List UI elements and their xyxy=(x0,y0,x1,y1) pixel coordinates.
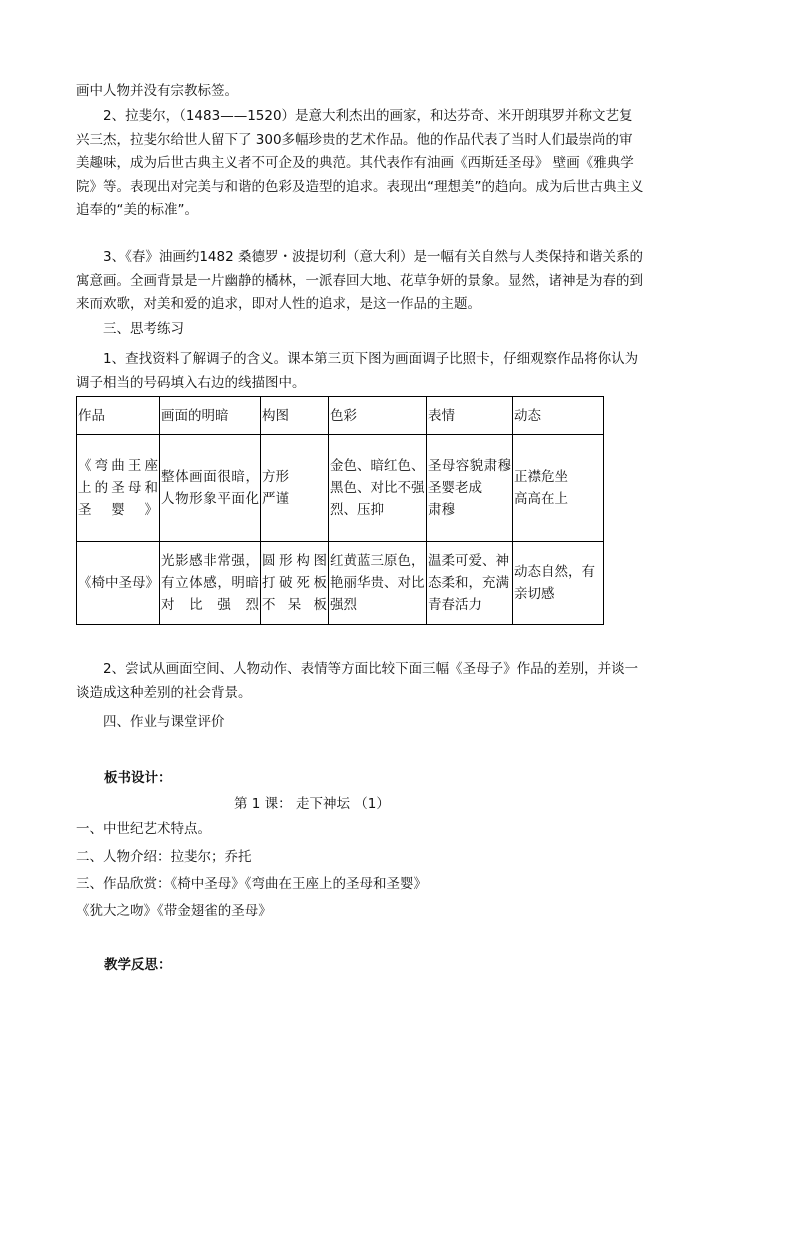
table-header-cell: 作品 xyxy=(77,397,160,435)
table-cell-light: 光影感非常强，有立体感，明暗对比强烈 xyxy=(160,542,261,625)
paragraph-raphael: 2、拉斐尔，（1483——1520）是意大利杰出的画家，和达芬奇、米开朗琪罗并称文艺复兴三杰，拉斐尔给世人留下了 300多幅珍贵的艺术作品。他的作品代表了当时人们最崇尚的审美趣味，成为后世古典主义者不可企及的典范。其代表作有油画《西斯廷圣母》 壁画《雅典学院》等。表现出对完美与和谐的色彩及造型的追求。表现出“理想美”的趋向。成为后世古典主义追奉的“美的标准”。 xyxy=(76,108,644,218)
lesson-title: 第 1 课： 走下神坛 （1） xyxy=(234,796,390,812)
cell-line: 严谨 xyxy=(262,491,289,507)
table-cell-composition xyxy=(261,435,329,542)
table-cell-work: 《椅中圣母》 xyxy=(77,542,160,625)
table-cell-color: 金色、暗红色、黑色、对比不强烈、压抑 xyxy=(329,435,427,542)
section3-title: 三、思考练习 xyxy=(103,321,184,337)
board-design-title: 板书设计： xyxy=(104,770,172,786)
cell-line: 正襟危坐 xyxy=(514,469,568,485)
teaching-reflection-title: 教学反思： xyxy=(104,957,172,973)
table-cell-motion xyxy=(513,435,604,542)
cell-line: 圣婴老成 xyxy=(428,480,482,496)
board-item: 二、人物介绍：拉斐尔；乔托 xyxy=(76,849,252,865)
table-header-cell: 画面的明暗 xyxy=(160,397,261,435)
table-header-cell: 色彩 xyxy=(329,397,427,435)
table-header-row xyxy=(77,397,604,435)
cell-line: 肃穆 xyxy=(428,502,455,518)
table-cell-expression: 温柔可爱、神态柔和，充满青春活力 xyxy=(427,542,513,625)
board-item: 《犹大之吻》《带金翅雀的圣母》 xyxy=(76,903,272,919)
exercise1-text: 1、查找资料了解调子的含义。课本第三页下图为画面调子比照卡，仔细观察作品将你认为调子相当的号码填入右边的线描图中。 xyxy=(76,351,639,391)
table-cell-motion: 动态自然，有亲切感 xyxy=(513,542,604,625)
cell-line: 圣母容貌肃穆 xyxy=(428,458,511,474)
board-item: 三、作品欣赏：《椅中圣母》《弯曲在王座上的圣母和圣婴》 xyxy=(76,876,427,892)
section4-title: 四、作业与课堂评价 xyxy=(103,714,225,730)
board-item: 一、中世纪艺术特点。 xyxy=(76,821,211,837)
cell-line: 高高在上 xyxy=(514,491,568,507)
paragraph-spring: 3、《春》油画约1482 桑德罗・波提切利（意大利）是一幅有关自然与人类保持和谐关系的寓意画。全画背景是一片幽静的橘林，一派春回大地、花草争妍的景象。显然，诸神是为春的到来而欢歌，对美和爱的追求，即对人性的追求，是这一作品的主题。 xyxy=(76,249,643,312)
table-header-cell: 构图 xyxy=(261,397,329,435)
table-cell-composition: 圆形构图打破死板不呆板 xyxy=(261,542,329,625)
table-cell-light: 整体画面很暗，人物形象平面化 xyxy=(160,435,261,542)
table-cell-work: 《弯曲王座上的圣母和圣婴》 xyxy=(77,435,160,542)
cell-line: 方形 xyxy=(262,469,289,485)
table-header-cell: 表情 xyxy=(427,397,513,435)
intro-line: 画中人物并没有宗教标签。 xyxy=(76,83,238,99)
table-row xyxy=(77,435,604,542)
comparison-table xyxy=(76,396,604,625)
table-row xyxy=(77,542,604,625)
exercise2-text: 2、尝试从画面空间、人物动作、表情等方面比较下面三幅《圣母子》作品的差别，并谈一谈造成这种差别的社会背景。 xyxy=(76,661,639,701)
table-cell-expression xyxy=(427,435,513,542)
table-cell-color: 红黄蓝三原色，艳丽华贵、对比强烈 xyxy=(329,542,427,625)
table-header-cell: 动态 xyxy=(513,397,604,435)
